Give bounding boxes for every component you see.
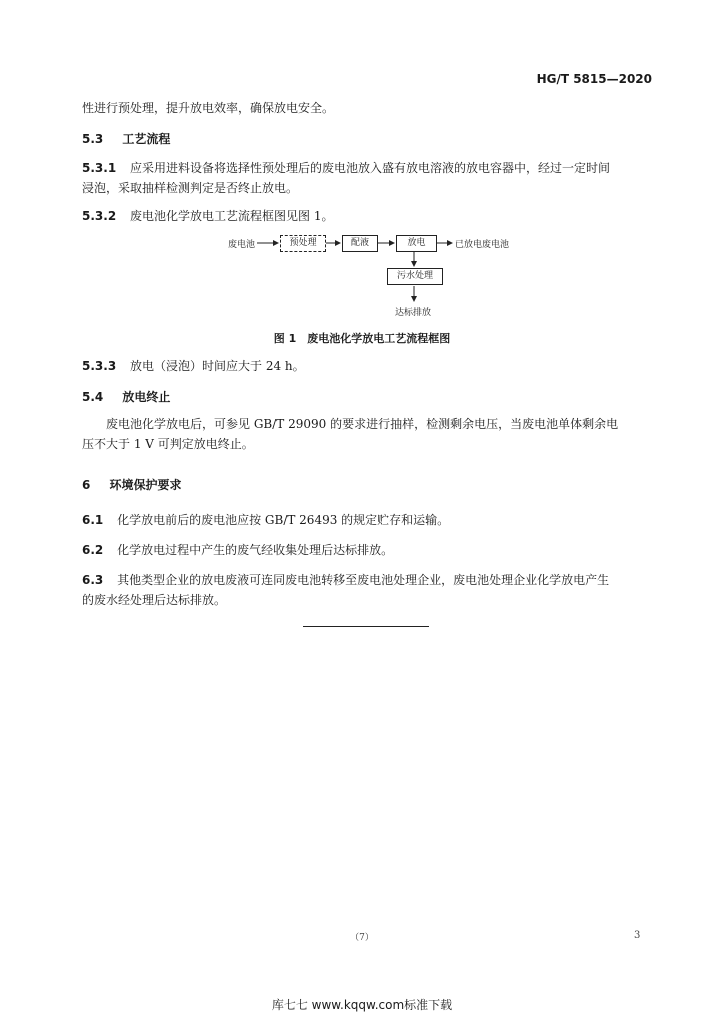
flow-output-label: 已放电废电池: [455, 240, 510, 250]
wastewater-box: 污水处理: [387, 268, 443, 285]
clause-number: 5.3.3: [82, 359, 117, 373]
figure-caption: 图 1 废电池化学放电工艺流程框图: [273, 332, 451, 345]
flow-input-label: 废电池: [228, 240, 256, 250]
emission-label: 达标排放: [395, 308, 432, 318]
section-number: 5.3: [82, 132, 104, 146]
clause-number: 5.3.1: [82, 161, 117, 175]
download-watermark: 库七七 www.kqqw.com标准下载: [271, 998, 453, 1012]
end-rule: [303, 626, 429, 627]
section-5-3-heading: [82, 128, 170, 147]
clause-6-3-line2: 的废水经处理后达标排放。: [82, 593, 227, 607]
pretreat-box: 预处理: [280, 235, 326, 252]
clause-6-2: [82, 540, 393, 560]
section-5-4-paragraph-line1: 废电池化学放电后，可参见 GB/T 29090 的要求进行抽样，检测剩余电压，当废电池单体剩余电: [106, 417, 619, 431]
clause-5-3-3: [82, 356, 305, 376]
clause-5-3-2: [82, 206, 333, 226]
clause-text: 废电池化学放电工艺流程框图见图 1。: [130, 209, 334, 223]
section-number: 6: [82, 478, 91, 492]
clause-text: 化学放电过程中产生的废气经收集处理后达标排放。: [117, 543, 394, 557]
footer-page-number: 3: [634, 930, 641, 941]
clause-number: 5.3.2: [82, 209, 117, 223]
footer-page-label: （7）: [350, 933, 374, 943]
clause-number: 6.3: [82, 573, 104, 587]
section-title: 环境保护要求: [109, 478, 182, 492]
clause-text-line1: 应采用进料设备将选择性预处理后的废电池放入盛有放电溶液的放电容器中，经过一定时间: [130, 161, 611, 175]
clause-text: 放电（浸泡）时间应大于 24 h。: [130, 359, 305, 373]
discharge-box: 放电: [396, 235, 437, 252]
section-title: 工艺流程: [122, 132, 171, 146]
section-title: 放电终止: [122, 390, 171, 404]
clause-text: 化学放电前后的废电池应按 GB/T 26493 的规定贮存和运输。: [117, 513, 450, 527]
clause-6-3: [82, 570, 609, 590]
clause-number: 6.1: [82, 513, 104, 527]
standard-code: HG/T 5815—2020: [536, 72, 652, 86]
process-flow-diagram: [0, 228, 724, 328]
clause-5-3-1: [82, 158, 610, 178]
clause-6-1: [82, 510, 449, 530]
section-5-4-paragraph-line2: 压不大于 1 V 可判定放电终止。: [82, 437, 254, 451]
clause-number: 6.2: [82, 543, 104, 557]
clause-5-3-1-line2: 浸泡，采取抽样检测判定是否终止放电。: [82, 181, 299, 195]
section-5-4-heading: [82, 386, 170, 405]
section-number: 5.4: [82, 390, 104, 404]
mix-box: 配液: [342, 235, 378, 252]
section-6-heading: [82, 474, 181, 493]
clause-text-line1: 其他类型企业的放电废液可连同废电池转移至废电池处理企业，废电池处理企业化学放电产生: [117, 573, 610, 587]
continuation-paragraph: 性进行预处理，提升放电效率，确保放电安全。: [82, 101, 335, 115]
